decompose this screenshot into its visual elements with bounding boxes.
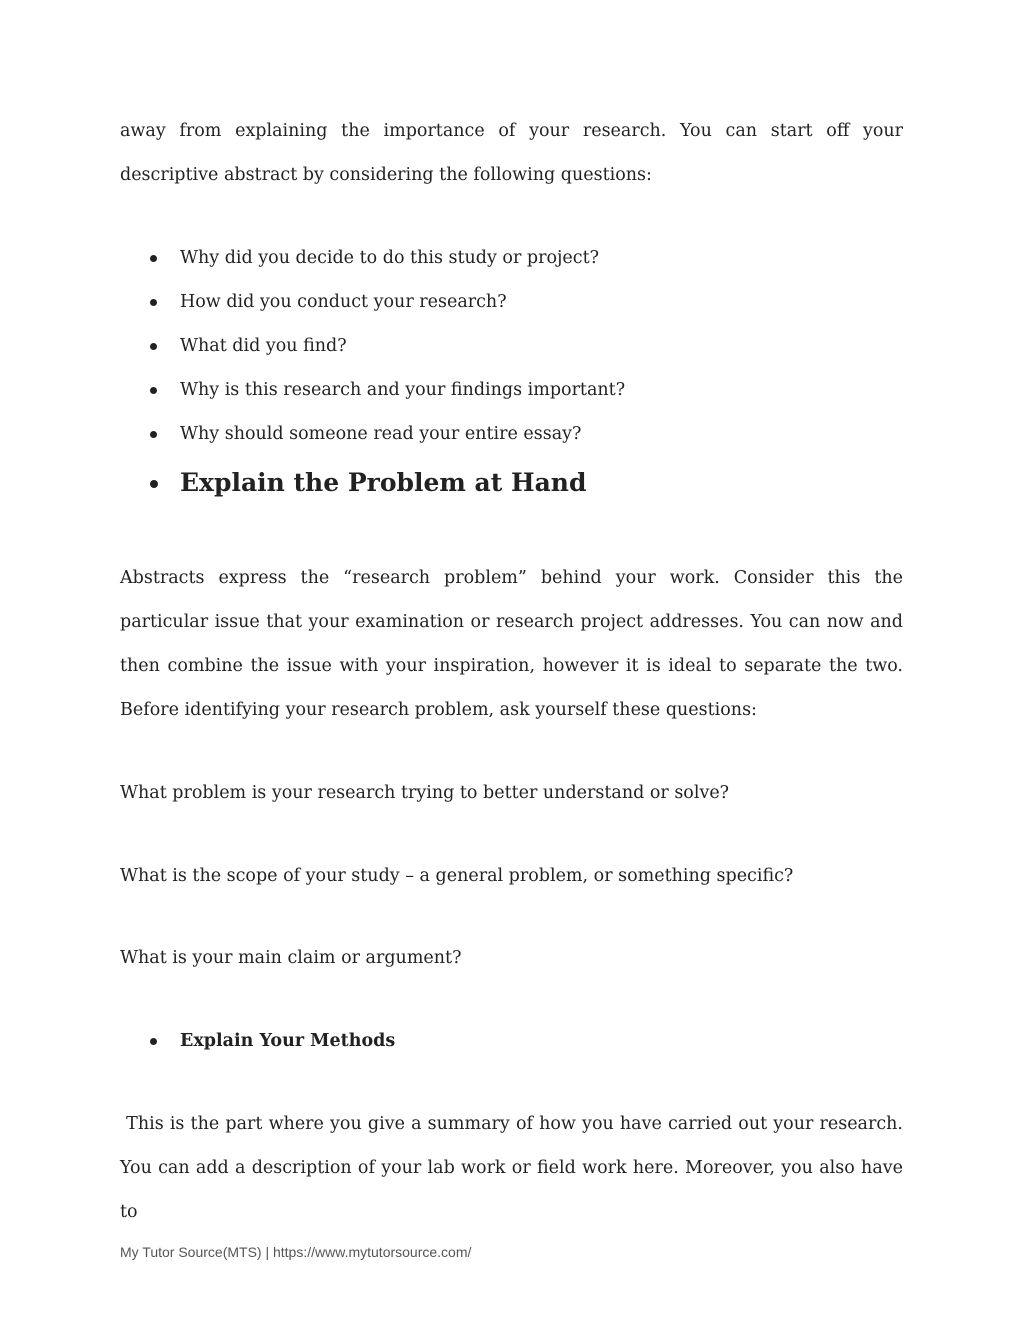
bullet-icon	[150, 343, 157, 350]
list-item-text: Why did you decide to do this study or project?	[180, 248, 599, 268]
methods-paragraph: This is the part where you give a summary of how you have carried out your research. You can add a description of your lab work or field work here. Moreover, you also have to	[120, 1114, 909, 1222]
list-item-text: Why is this research and your findings important?	[180, 380, 626, 400]
bullet-icon	[150, 387, 157, 394]
bullet-icon	[150, 299, 157, 306]
problem-paragraph: Abstracts express the “research problem” behind your work. Consider this the particular issue that your examination or research project addresses. You can now and then combine the issue with your inspiration, however it is ideal to separate the two. Before identifying your research problem, ask yourself these questions:	[120, 568, 903, 720]
bullet-icon	[150, 431, 157, 438]
bullet-icon	[150, 480, 158, 488]
problem-question: What is your main claim or argument?	[120, 948, 462, 968]
list-item-text: Why should someone read your entire essay?	[180, 424, 582, 444]
heading-text: Explain the Problem at Hand	[180, 468, 587, 497]
page-footer: My Tutor Source(MTS) | https://www.mytutorsource.com/	[120, 1244, 472, 1260]
bullet-icon	[150, 255, 157, 262]
problem-question: What problem is your research trying to better understand or solve?	[120, 783, 730, 803]
bullet-icon	[150, 1038, 157, 1045]
heading-text: Explain Your Methods	[180, 1031, 396, 1051]
list-item-text: How did you conduct your research?	[180, 292, 507, 312]
list-item-text: What did you find?	[180, 336, 347, 356]
intro-paragraph: away from explaining the importance of your research. You can start off your descriptive abstract by considering the following questions:	[120, 121, 903, 185]
problem-question: What is the scope of your study – a general problem, or something specific?	[120, 866, 794, 886]
